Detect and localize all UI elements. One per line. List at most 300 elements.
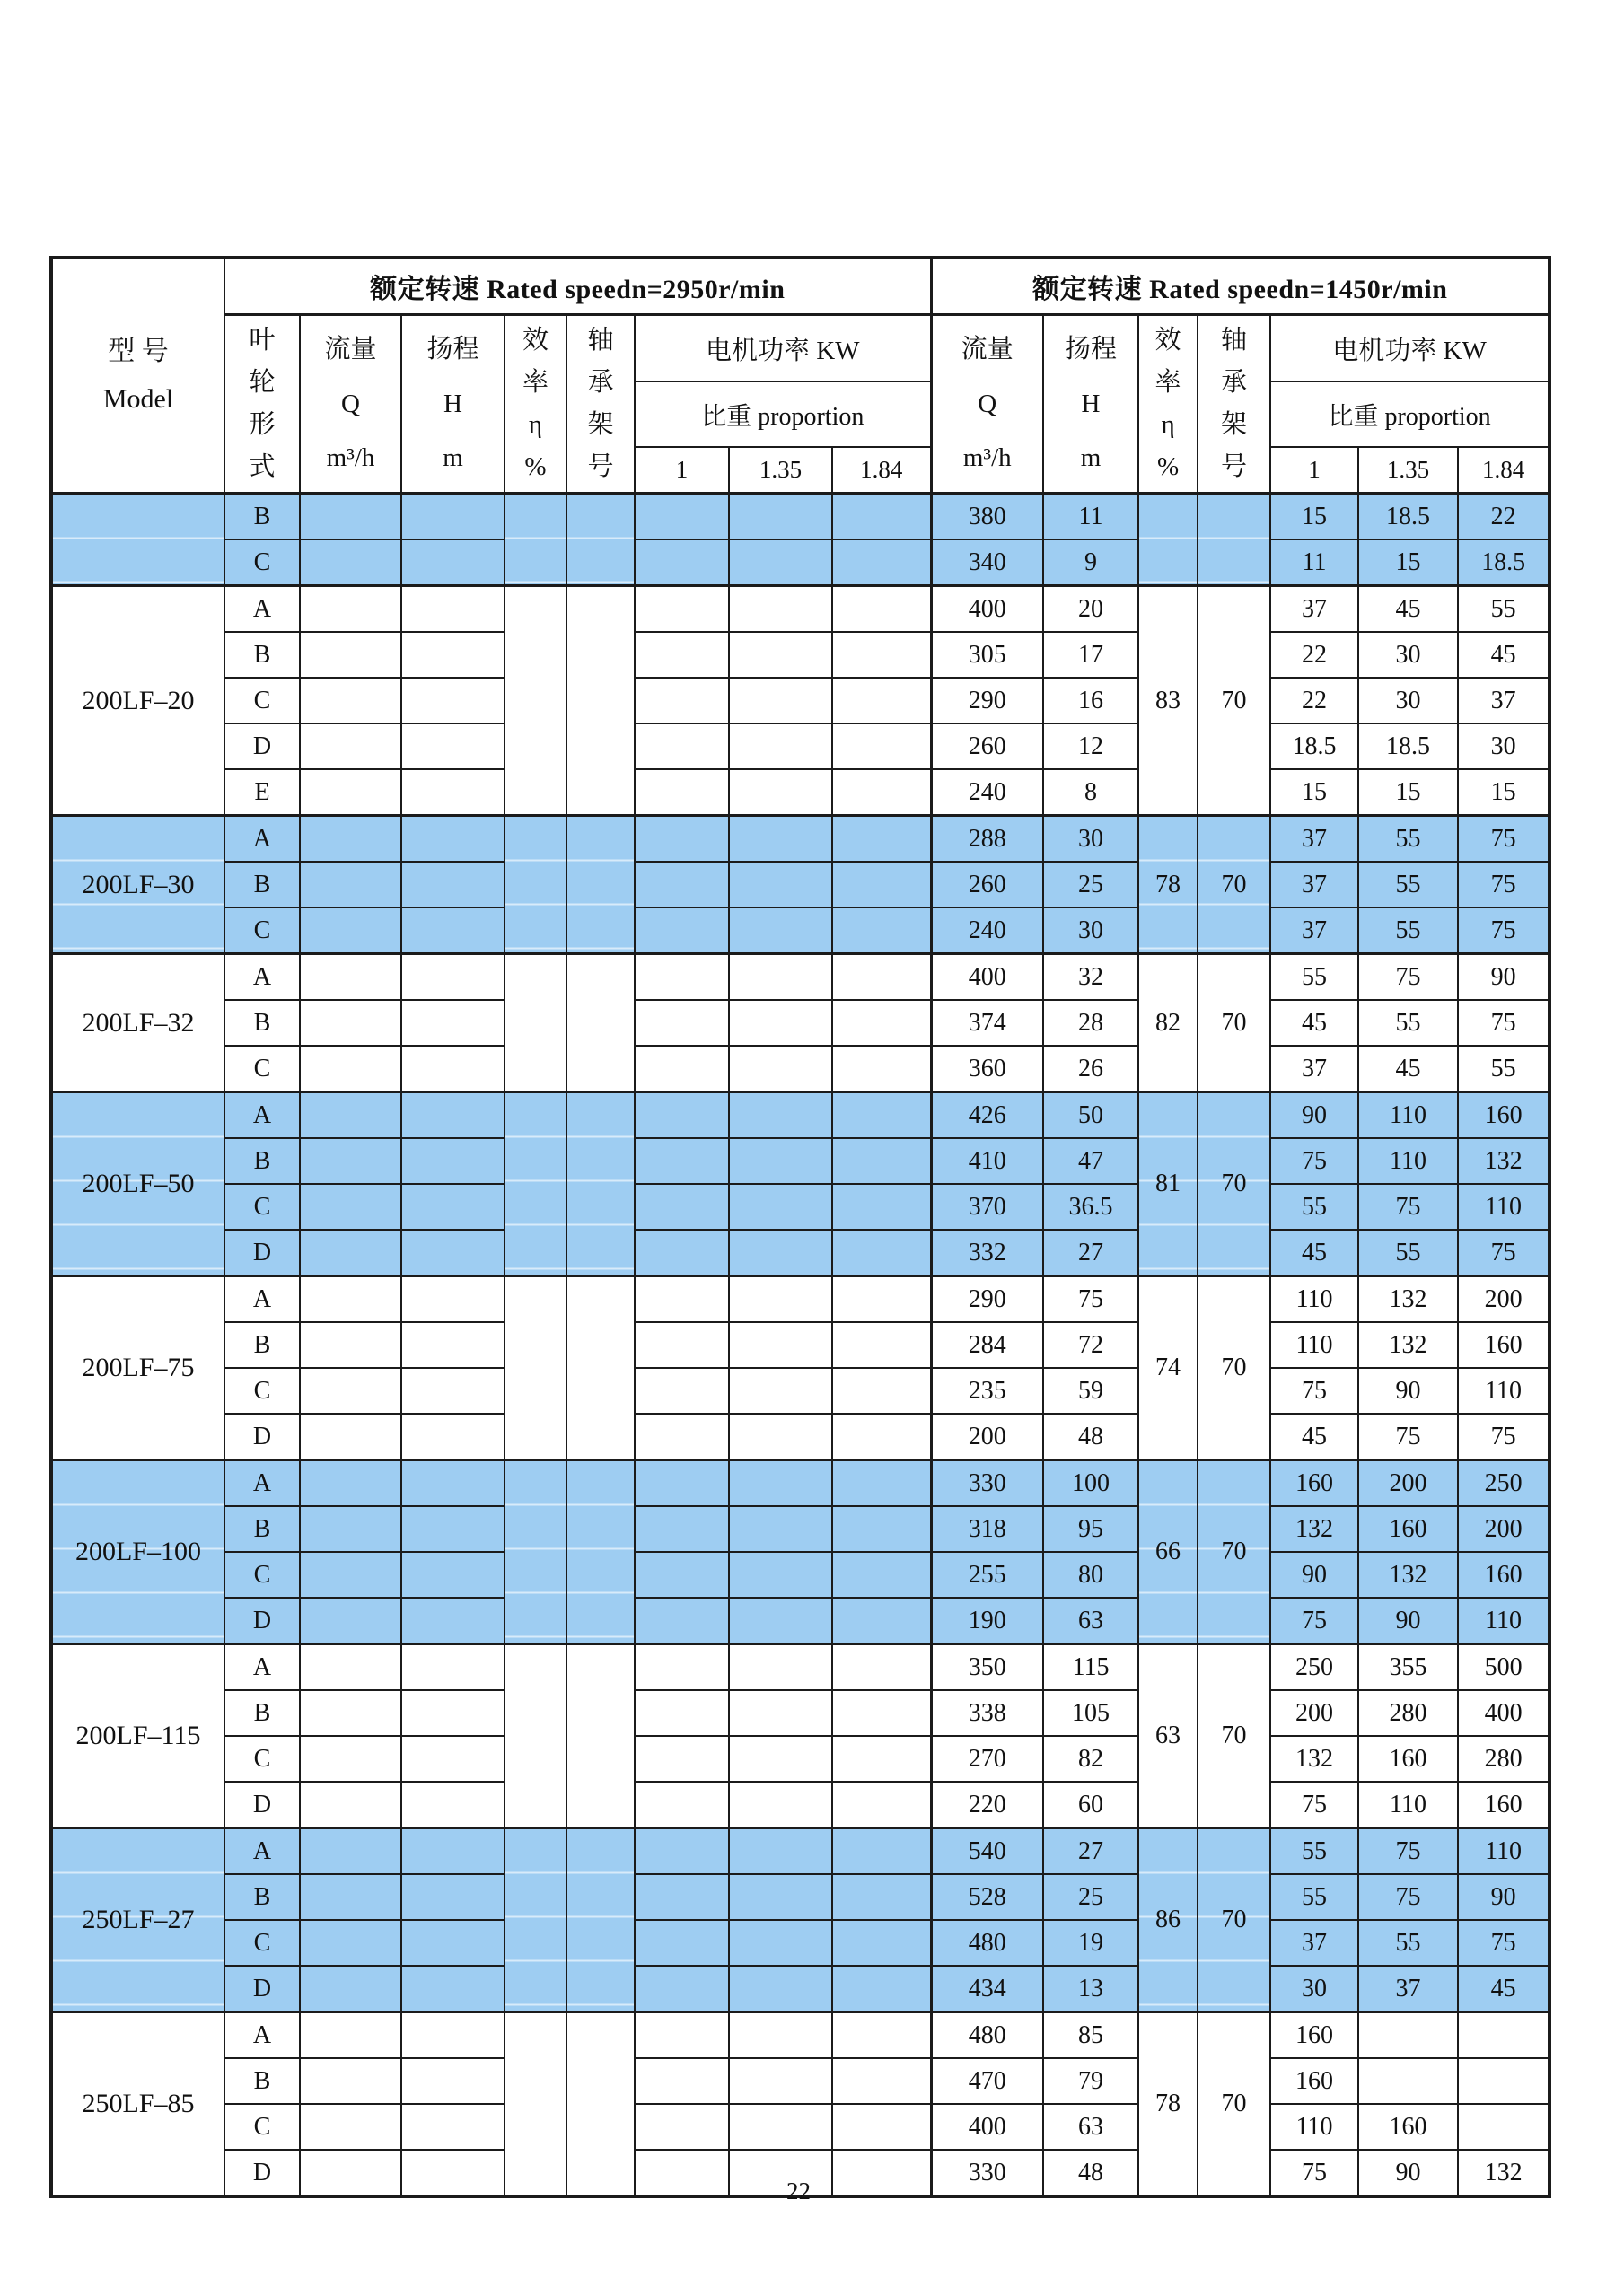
page-number: 22	[786, 2178, 811, 2204]
head-2950-cell	[401, 723, 505, 769]
power-1450-cell-1: 160	[1270, 2058, 1358, 2104]
power-1450-cell-1: 45	[1270, 1000, 1358, 1046]
head-2950-cell	[401, 1782, 505, 1828]
power-1450-cell-1: 37	[1270, 1920, 1358, 1966]
table-row	[51, 1782, 1549, 1828]
head-2950-cell	[401, 678, 505, 723]
power-2950-cell-1	[635, 907, 729, 954]
flow-2950-cell	[300, 1414, 401, 1460]
flow-2950-cell	[300, 1690, 401, 1736]
power-1450-cell-1.84: 55	[1458, 586, 1549, 633]
power-1450-cell-1.35: 55	[1358, 1230, 1458, 1276]
power-1450-cell-1.84	[1458, 2012, 1549, 2059]
table-row	[51, 494, 1549, 540]
flow-2950-cell	[300, 632, 401, 678]
power-2950-cell-1.35	[729, 2012, 832, 2059]
impeller-cell: D	[224, 1966, 300, 2012]
power-1450-cell-1.84: 30	[1458, 723, 1549, 769]
efficiency-2950-cell	[505, 1828, 566, 2012]
head-1450-cell: 9	[1043, 539, 1138, 586]
head-1450-cell: 95	[1043, 1506, 1138, 1552]
flow-2950-cell	[300, 586, 401, 633]
impeller-cell: C	[224, 1736, 300, 1782]
bearing-1450-header	[1198, 315, 1270, 494]
power-2950-cell-1.84	[832, 1000, 931, 1046]
head-2950-cell	[401, 1230, 505, 1276]
power-2950-cell-1.84	[832, 723, 931, 769]
flow-2950-cell	[300, 1644, 401, 1691]
head-1450-cell: 75	[1043, 1276, 1138, 1323]
power-1450-cell-1.84: 18.5	[1458, 539, 1549, 586]
impeller-cell: A	[224, 816, 300, 863]
impeller-header-line: 形	[249, 410, 276, 439]
head-2950-cell	[401, 1690, 505, 1736]
impeller-cell: C	[224, 907, 300, 954]
flow-2950-cell	[300, 2104, 401, 2150]
power-2950-cell-1	[635, 494, 729, 540]
power-1450-cell-1.35: 18.5	[1358, 723, 1458, 769]
power-1450-cell-1.84: 160	[1458, 1552, 1549, 1598]
power-2950-cell-1	[635, 1460, 729, 1507]
eff-header-line: %	[1156, 451, 1180, 481]
flow-1450-cell: 400	[931, 2104, 1043, 2150]
power-1450-cell-1.35: 75	[1358, 954, 1458, 1001]
power-1450-cell-1: 90	[1270, 1092, 1358, 1139]
head-2950-header	[401, 315, 505, 494]
head-2950-cell	[401, 1506, 505, 1552]
efficiency-2950-cell	[505, 2012, 566, 2197]
head-2950-cell	[401, 1644, 505, 1691]
flow-header-line: Q	[978, 389, 997, 418]
power-1450-cell-1.35: 45	[1358, 586, 1458, 633]
power-1450-cell-1: 22	[1270, 678, 1358, 723]
impeller-cell: C	[224, 678, 300, 723]
flow-1450-cell: 400	[931, 954, 1043, 1001]
flow-1450-cell: 332	[931, 1230, 1043, 1276]
prop-col-2950-184: 1.84	[832, 447, 931, 494]
power-1450-cell-1: 75	[1270, 2150, 1358, 2196]
head-1450-cell: 27	[1043, 1828, 1138, 1875]
power-2950-cell-1	[635, 1736, 729, 1782]
power-1450-cell-1.35: 30	[1358, 632, 1458, 678]
table-row	[51, 1322, 1549, 1368]
power-1450-cell-1.84: 200	[1458, 1276, 1549, 1323]
table-row	[51, 1276, 1549, 1323]
prop-col-2950-1: 1	[635, 447, 729, 494]
flow-2950-cell	[300, 769, 401, 816]
power-1450-cell-1.84: 280	[1458, 1736, 1549, 1782]
power-1450-cell-1.84: 15	[1458, 769, 1549, 816]
power-1450-cell-1.84: 75	[1458, 1414, 1549, 1460]
power-2950-cell-1	[635, 1552, 729, 1598]
head-2950-cell	[401, 1598, 505, 1644]
head-1450-cell: 17	[1043, 632, 1138, 678]
table-row	[51, 1552, 1549, 1598]
model-cell: 200LF–100	[51, 1460, 224, 1644]
flow-2950-cell	[300, 678, 401, 723]
power-2950-cell-1.35	[729, 1322, 832, 1368]
impeller-cell: C	[224, 1184, 300, 1230]
flow-header-line: 流量	[324, 334, 377, 364]
bearing-1450-cell: 70	[1198, 1460, 1270, 1644]
power-1450-cell-1.35: 90	[1358, 1368, 1458, 1414]
bearing-1450-cell: 70	[1198, 816, 1270, 954]
power-2950-cell-1.84	[832, 1874, 931, 1920]
flow-2950-cell	[300, 1552, 401, 1598]
power-1450-cell-1.84: 200	[1458, 1506, 1549, 1552]
power-1450-cell-1.84: 110	[1458, 1828, 1549, 1875]
power-1450-cell-1.35: 355	[1358, 1644, 1458, 1691]
bearing-header-line: 承	[587, 368, 614, 398]
flow-2950-cell	[300, 1092, 401, 1139]
eff-header-line: η	[1161, 410, 1175, 439]
power-2950-cell-1.84	[832, 816, 931, 863]
impeller-cell: B	[224, 494, 300, 540]
table-row	[51, 1920, 1549, 1966]
head-1450-cell: 79	[1043, 2058, 1138, 2104]
head-1450-cell: 50	[1043, 1092, 1138, 1139]
head-2950-cell	[401, 1874, 505, 1920]
head-2950-cell	[401, 1414, 505, 1460]
model-cell: 200LF–20	[51, 586, 224, 816]
table-row	[51, 1598, 1549, 1644]
power-1450-cell-1.84: 110	[1458, 1184, 1549, 1230]
flow-1450-cell: 235	[931, 1368, 1043, 1414]
efficiency-2950-header	[505, 315, 566, 494]
power-1450-cell-1: 15	[1270, 494, 1358, 540]
power-1450-cell-1.84: 22	[1458, 494, 1549, 540]
flow-2950-cell	[300, 1368, 401, 1414]
impeller-cell: C	[224, 2104, 300, 2150]
impeller-cell: D	[224, 1598, 300, 1644]
power-2950-cell-1	[635, 723, 729, 769]
power-2950-cell-1.84	[832, 1276, 931, 1323]
power-2950-cell-1.35	[729, 494, 832, 540]
bearing-2950-header	[566, 315, 635, 494]
power-2950-cell-1	[635, 1138, 729, 1184]
power-1450-cell-1.35: 200	[1358, 1460, 1458, 1507]
flow-header-line: 流量	[961, 334, 1014, 364]
head-1450-cell: 8	[1043, 769, 1138, 816]
table-row	[51, 862, 1549, 907]
power-1450-cell-1.35: 30	[1358, 678, 1458, 723]
power-1450-cell-1.84: 90	[1458, 1874, 1549, 1920]
head-1450-cell: 63	[1043, 2104, 1138, 2150]
table-row	[51, 1184, 1549, 1230]
power-2950-cell-1.35	[729, 539, 832, 586]
power-2950-cell-1.35	[729, 954, 832, 1001]
flow-2950-cell	[300, 1230, 401, 1276]
head-2950-cell	[401, 816, 505, 863]
flow-1450-cell: 434	[931, 1966, 1043, 2012]
flow-1450-cell: 270	[931, 1736, 1043, 1782]
table-row	[51, 1506, 1549, 1552]
flow-1450-cell: 190	[931, 1598, 1043, 1644]
flow-2950-cell	[300, 539, 401, 586]
prop-col-1450-135: 1.35	[1358, 447, 1458, 494]
power-1450-cell-1.35: 55	[1358, 816, 1458, 863]
flow-1450-cell: 528	[931, 1874, 1043, 1920]
power-2950-cell-1	[635, 1920, 729, 1966]
flow-header-line: m³/h	[326, 443, 375, 473]
power-1450-cell-1.35: 45	[1358, 1046, 1458, 1092]
power-1450-cell-1: 37	[1270, 586, 1358, 633]
impeller-cell: C	[224, 1046, 300, 1092]
table-header	[51, 258, 1549, 494]
bearing-1450-cell: 70	[1198, 2012, 1270, 2197]
efficiency-1450-header	[1138, 315, 1198, 494]
motor-power-1450-header: 电机功率 KW	[1270, 315, 1549, 382]
head-1450-cell: 60	[1043, 1782, 1138, 1828]
bearing-1450-cell: 70	[1198, 586, 1270, 816]
flow-1450-cell: 220	[931, 1782, 1043, 1828]
efficiency-2950-cell	[505, 1644, 566, 1828]
impeller-cell: C	[224, 1368, 300, 1414]
power-1450-cell-1.84: 90	[1458, 954, 1549, 1001]
power-2950-cell-1.84	[832, 1644, 931, 1691]
pump-spec-table	[49, 256, 1551, 2198]
power-2950-cell-1.35	[729, 1736, 832, 1782]
table-row	[51, 769, 1549, 816]
table-row	[51, 2058, 1549, 2104]
power-2950-cell-1	[635, 1414, 729, 1460]
efficiency-2950-cell	[505, 1092, 566, 1276]
power-1450-cell-1.84: 75	[1458, 862, 1549, 907]
power-2950-cell-1.84	[832, 494, 931, 540]
impeller-cell: C	[224, 1552, 300, 1598]
power-2950-cell-1.35	[729, 1644, 832, 1691]
head-1450-cell: 82	[1043, 1736, 1138, 1782]
head-1450-cell: 27	[1043, 1230, 1138, 1276]
power-2950-cell-1.35	[729, 1690, 832, 1736]
table-row	[51, 632, 1549, 678]
flow-2950-cell	[300, 1920, 401, 1966]
bearing-header-line: 轴	[1221, 326, 1248, 355]
head-header-line: 扬程	[426, 334, 479, 364]
impeller-form-header	[224, 315, 300, 494]
impeller-cell: B	[224, 1690, 300, 1736]
head-header-line: 扬程	[1065, 334, 1118, 364]
table-row	[51, 2012, 1549, 2059]
flow-1450-cell: 330	[931, 2150, 1043, 2196]
head-2950-cell	[401, 586, 505, 633]
eff-header-line: η	[528, 410, 543, 439]
power-2950-cell-1.35	[729, 1368, 832, 1414]
power-1450-cell-1.84: 75	[1458, 907, 1549, 954]
head-2950-cell	[401, 539, 505, 586]
power-2950-cell-1.35	[729, 1782, 832, 1828]
power-2950-cell-1	[635, 539, 729, 586]
power-1450-cell-1: 45	[1270, 1414, 1358, 1460]
power-1450-cell-1.84: 75	[1458, 816, 1549, 863]
model-cell: 250LF–85	[51, 2012, 224, 2197]
power-2950-cell-1.84	[832, 2104, 931, 2150]
model-cell: 200LF–75	[51, 1276, 224, 1460]
power-2950-cell-1.84	[832, 1230, 931, 1276]
power-2950-cell-1.35	[729, 1460, 832, 1507]
bearing-header-line: 号	[1221, 451, 1248, 481]
head-2950-cell	[401, 1460, 505, 1507]
power-2950-cell-1.84	[832, 1322, 931, 1368]
head-2950-cell	[401, 769, 505, 816]
flow-2950-cell	[300, 494, 401, 540]
flow-2950-cell	[300, 2058, 401, 2104]
power-1450-cell-1.35: 55	[1358, 862, 1458, 907]
impeller-cell: B	[224, 2058, 300, 2104]
power-2950-cell-1.84	[832, 1736, 931, 1782]
head-1450-cell: 63	[1043, 1598, 1138, 1644]
table-row	[51, 1092, 1549, 1139]
bearing-header-line: 架	[587, 410, 614, 439]
head-2950-cell	[401, 2104, 505, 2150]
power-1450-cell-1.35: 55	[1358, 1920, 1458, 1966]
power-2950-cell-1	[635, 1046, 729, 1092]
power-2950-cell-1	[635, 1828, 729, 1875]
flow-2950-cell	[300, 1276, 401, 1323]
power-2950-cell-1.35	[729, 1414, 832, 1460]
power-1450-cell-1: 37	[1270, 862, 1358, 907]
head-1450-cell: 85	[1043, 2012, 1138, 2059]
power-2950-cell-1.84	[832, 1966, 931, 2012]
motor-power-2950-header: 电机功率 KW	[635, 315, 931, 382]
power-2950-cell-1	[635, 1000, 729, 1046]
head-1450-cell: 12	[1043, 723, 1138, 769]
bearing-1450-cell: 70	[1198, 1828, 1270, 2012]
power-1450-cell-1.35: 160	[1358, 2104, 1458, 2150]
impeller-cell: D	[224, 1414, 300, 1460]
model-cell: 250LF–27	[51, 1828, 224, 2012]
power-2950-cell-1	[635, 2058, 729, 2104]
flow-2950-cell	[300, 1046, 401, 1092]
power-1450-cell-1.35: 90	[1358, 2150, 1458, 2196]
impeller-cell: A	[224, 2012, 300, 2059]
power-2950-cell-1	[635, 2104, 729, 2150]
power-1450-cell-1: 75	[1270, 1598, 1358, 1644]
table-row	[51, 1874, 1549, 1920]
power-1450-cell-1: 110	[1270, 2104, 1358, 2150]
power-1450-cell-1: 160	[1270, 2012, 1358, 2059]
power-2950-cell-1.84	[832, 862, 931, 907]
power-1450-cell-1: 18.5	[1270, 723, 1358, 769]
power-2950-cell-1	[635, 1368, 729, 1414]
bearing-2950-cell	[566, 1644, 635, 1828]
table-row	[51, 1966, 1549, 2012]
power-2950-cell-1.35	[729, 586, 832, 633]
efficiency-2950-cell	[505, 494, 566, 586]
bearing-1450-cell: 70	[1198, 1276, 1270, 1460]
head-1450-cell: 105	[1043, 1690, 1138, 1736]
eff-header-line: 率	[1154, 368, 1181, 398]
power-2950-cell-1.84	[832, 632, 931, 678]
impeller-header-line: 叶	[249, 326, 276, 355]
head-2950-cell	[401, 1966, 505, 2012]
efficiency-1450-cell: 86	[1138, 1828, 1198, 2012]
flow-1450-header	[931, 315, 1043, 494]
flow-1450-cell: 540	[931, 1828, 1043, 1875]
power-2950-cell-1.35	[729, 1506, 832, 1552]
table-row	[51, 1046, 1549, 1092]
impeller-cell: A	[224, 1092, 300, 1139]
model-cell: 200LF–30	[51, 816, 224, 954]
head-2950-cell	[401, 862, 505, 907]
head-2950-cell	[401, 1828, 505, 1875]
rated-speed-2950-header: 额定转速 Rated speedn=2950r/min	[224, 258, 931, 315]
model-label-zh: 型 号	[108, 337, 169, 366]
power-2950-cell-1	[635, 769, 729, 816]
power-2950-cell-1.35	[729, 1092, 832, 1139]
bearing-2950-cell	[566, 1828, 635, 2012]
power-2950-cell-1.84	[832, 1368, 931, 1414]
flow-1450-cell: 350	[931, 1644, 1043, 1691]
flow-2950-cell	[300, 1138, 401, 1184]
head-2950-cell	[401, 632, 505, 678]
power-2950-cell-1.35	[729, 678, 832, 723]
flow-1450-cell: 260	[931, 862, 1043, 907]
flow-2950-cell	[300, 1966, 401, 2012]
head-1450-header	[1043, 315, 1138, 494]
impeller-cell: D	[224, 1230, 300, 1276]
power-1450-cell-1.84: 75	[1458, 1920, 1549, 1966]
bearing-1450-cell	[1198, 494, 1270, 586]
table-row	[51, 1690, 1549, 1736]
head-1450-cell: 32	[1043, 954, 1138, 1001]
head-1450-cell: 59	[1043, 1368, 1138, 1414]
flow-1450-cell: 480	[931, 1920, 1043, 1966]
power-1450-cell-1.35: 160	[1358, 1736, 1458, 1782]
proportion-2950-header: 比重 proportion	[635, 381, 931, 447]
power-2950-cell-1.84	[832, 1828, 931, 1875]
table-row	[51, 816, 1549, 863]
power-2950-cell-1.84	[832, 1782, 931, 1828]
impeller-cell: A	[224, 954, 300, 1001]
head-2950-cell	[401, 1138, 505, 1184]
power-2950-cell-1.35	[729, 1184, 832, 1230]
impeller-cell: E	[224, 769, 300, 816]
flow-1450-cell: 338	[931, 1690, 1043, 1736]
table-row	[51, 1644, 1549, 1691]
head-1450-cell: 100	[1043, 1460, 1138, 1507]
power-2950-cell-1	[635, 586, 729, 633]
head-header-line: m	[443, 443, 463, 473]
power-1450-cell-1.35: 75	[1358, 1184, 1458, 1230]
power-1450-cell-1.84: 110	[1458, 1598, 1549, 1644]
prop-col-2950-135: 1.35	[729, 447, 832, 494]
head-1450-cell: 13	[1043, 1966, 1138, 2012]
flow-1450-cell: 480	[931, 2012, 1043, 2059]
flow-1450-cell: 240	[931, 907, 1043, 954]
impeller-cell: D	[224, 1782, 300, 1828]
power-2950-cell-1	[635, 678, 729, 723]
power-2950-cell-1.84	[832, 2058, 931, 2104]
head-2950-cell	[401, 1000, 505, 1046]
power-1450-cell-1.84	[1458, 2058, 1549, 2104]
power-2950-cell-1.35	[729, 723, 832, 769]
power-2950-cell-1.35	[729, 1966, 832, 2012]
table-row	[51, 315, 1549, 382]
power-1450-cell-1: 55	[1270, 1184, 1358, 1230]
head-1450-cell: 25	[1043, 1874, 1138, 1920]
power-2950-cell-1.35	[729, 769, 832, 816]
power-1450-cell-1.35: 132	[1358, 1322, 1458, 1368]
head-2950-cell	[401, 1552, 505, 1598]
power-1450-cell-1.35: 15	[1358, 769, 1458, 816]
prop-col-1450-1: 1	[1270, 447, 1358, 494]
flow-1450-cell: 470	[931, 2058, 1043, 2104]
efficiency-2950-cell	[505, 1276, 566, 1460]
power-2950-cell-1	[635, 816, 729, 863]
table-row	[51, 1828, 1549, 1875]
power-1450-cell-1.84: 132	[1458, 2150, 1549, 2196]
